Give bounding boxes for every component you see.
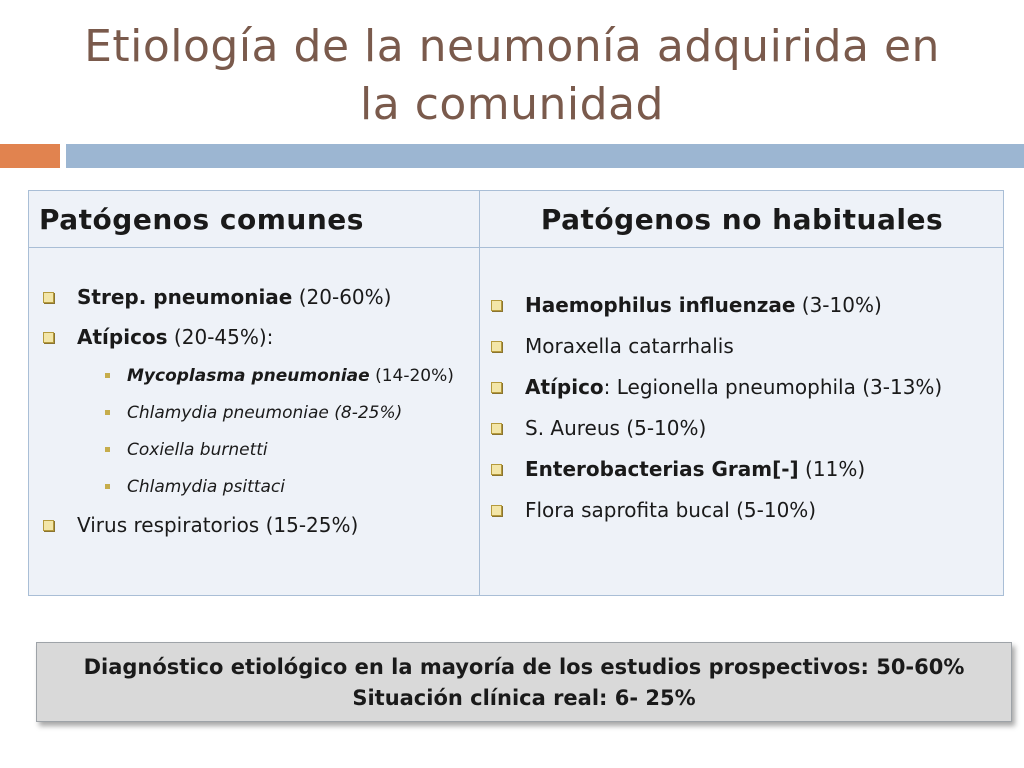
list-item-atipicos [43, 321, 473, 353]
square-bullet-icon [105, 410, 110, 415]
pathogen-name: Atípico [525, 375, 604, 399]
pathogen-detail: : Legionella pneumophila (3-13%) [603, 375, 943, 399]
slide-title-line-2: la comunidad [360, 79, 664, 130]
checkbox-bullet-icon [43, 292, 54, 303]
sub-item-coxiella [43, 435, 473, 465]
pathogen-percent: (20-60%) [292, 285, 392, 309]
slide-title-line-1: Etiología de la neumonía adquirida en [84, 21, 940, 72]
sub-item-chlamydia-pneumoniae [43, 398, 473, 428]
list-item-haemophilus [491, 289, 996, 321]
square-bullet-icon [105, 373, 110, 378]
list-item-aureus [491, 412, 996, 444]
square-bullet-icon [105, 484, 110, 489]
list-item-flora [491, 494, 996, 526]
pathogen-name: Coxiella burnetti [127, 440, 268, 460]
list-item-moraxella [491, 330, 996, 362]
pathogen-name: Virus respiratorios (15-25%) [77, 513, 359, 537]
pathogen-name: Haemophilus influenzae [525, 293, 796, 317]
header-common-pathogens: Patógenos comunes [39, 203, 364, 236]
sub-item-mycoplasma [43, 361, 473, 391]
pathogen-percent: (11%) [798, 457, 866, 481]
header-unusual-pathogens: Patógenos no habituales [540, 203, 944, 236]
callout-line-2: Situación clínica real: 6- 25% [352, 686, 696, 710]
common-pathogens-list [43, 281, 473, 549]
accent-bar-blue [66, 144, 1024, 168]
header-divider [29, 247, 1003, 248]
pathogen-percent: (3-10%) [795, 293, 882, 317]
slide-title [40, 18, 984, 134]
diagnosis-callout [36, 642, 1012, 722]
accent-bar-orange [0, 144, 60, 168]
checkbox-bullet-icon [491, 464, 502, 475]
column-divider [479, 191, 480, 595]
checkbox-bullet-icon [491, 341, 502, 352]
callout-line-1: Diagnóstico etiológico en la mayoría de los estudios prospectivos: 50-60% [83, 655, 965, 679]
pathogens-table [28, 190, 1004, 596]
pathogen-name: Mycoplasma pneumoniae [127, 366, 370, 386]
pathogen-name: S. Aureus (5-10%) [525, 416, 707, 440]
list-item-virus [43, 509, 473, 541]
checkbox-bullet-icon [491, 423, 502, 434]
sub-item-chlamydia-psittaci [43, 472, 473, 502]
pathogen-name: Moraxella catarrhalis [525, 334, 734, 358]
list-item-strep [43, 281, 473, 313]
pathogen-name: Strep. pneumoniae [77, 285, 293, 309]
list-item-atipico [491, 371, 996, 403]
pathogen-percent: (20-45%): [167, 325, 274, 349]
pathogen-percent: (14-20%) [369, 366, 454, 386]
checkbox-bullet-icon [491, 300, 502, 311]
checkbox-bullet-icon [43, 332, 54, 343]
pathogen-name: Flora saprofita bucal (5-10%) [525, 498, 817, 522]
checkbox-bullet-icon [491, 505, 502, 516]
checkbox-bullet-icon [491, 382, 502, 393]
pathogen-name: Atípicos [77, 325, 168, 349]
pathogen-name: Chlamydia pneumoniae (8-25%) [127, 403, 403, 423]
square-bullet-icon [105, 447, 110, 452]
checkbox-bullet-icon [43, 520, 54, 531]
pathogen-name: Enterobacterias Gram[-] [525, 457, 799, 481]
unusual-pathogens-list [491, 289, 996, 535]
pathogen-name: Chlamydia psittaci [127, 477, 285, 497]
list-item-enterobacterias [491, 453, 996, 485]
